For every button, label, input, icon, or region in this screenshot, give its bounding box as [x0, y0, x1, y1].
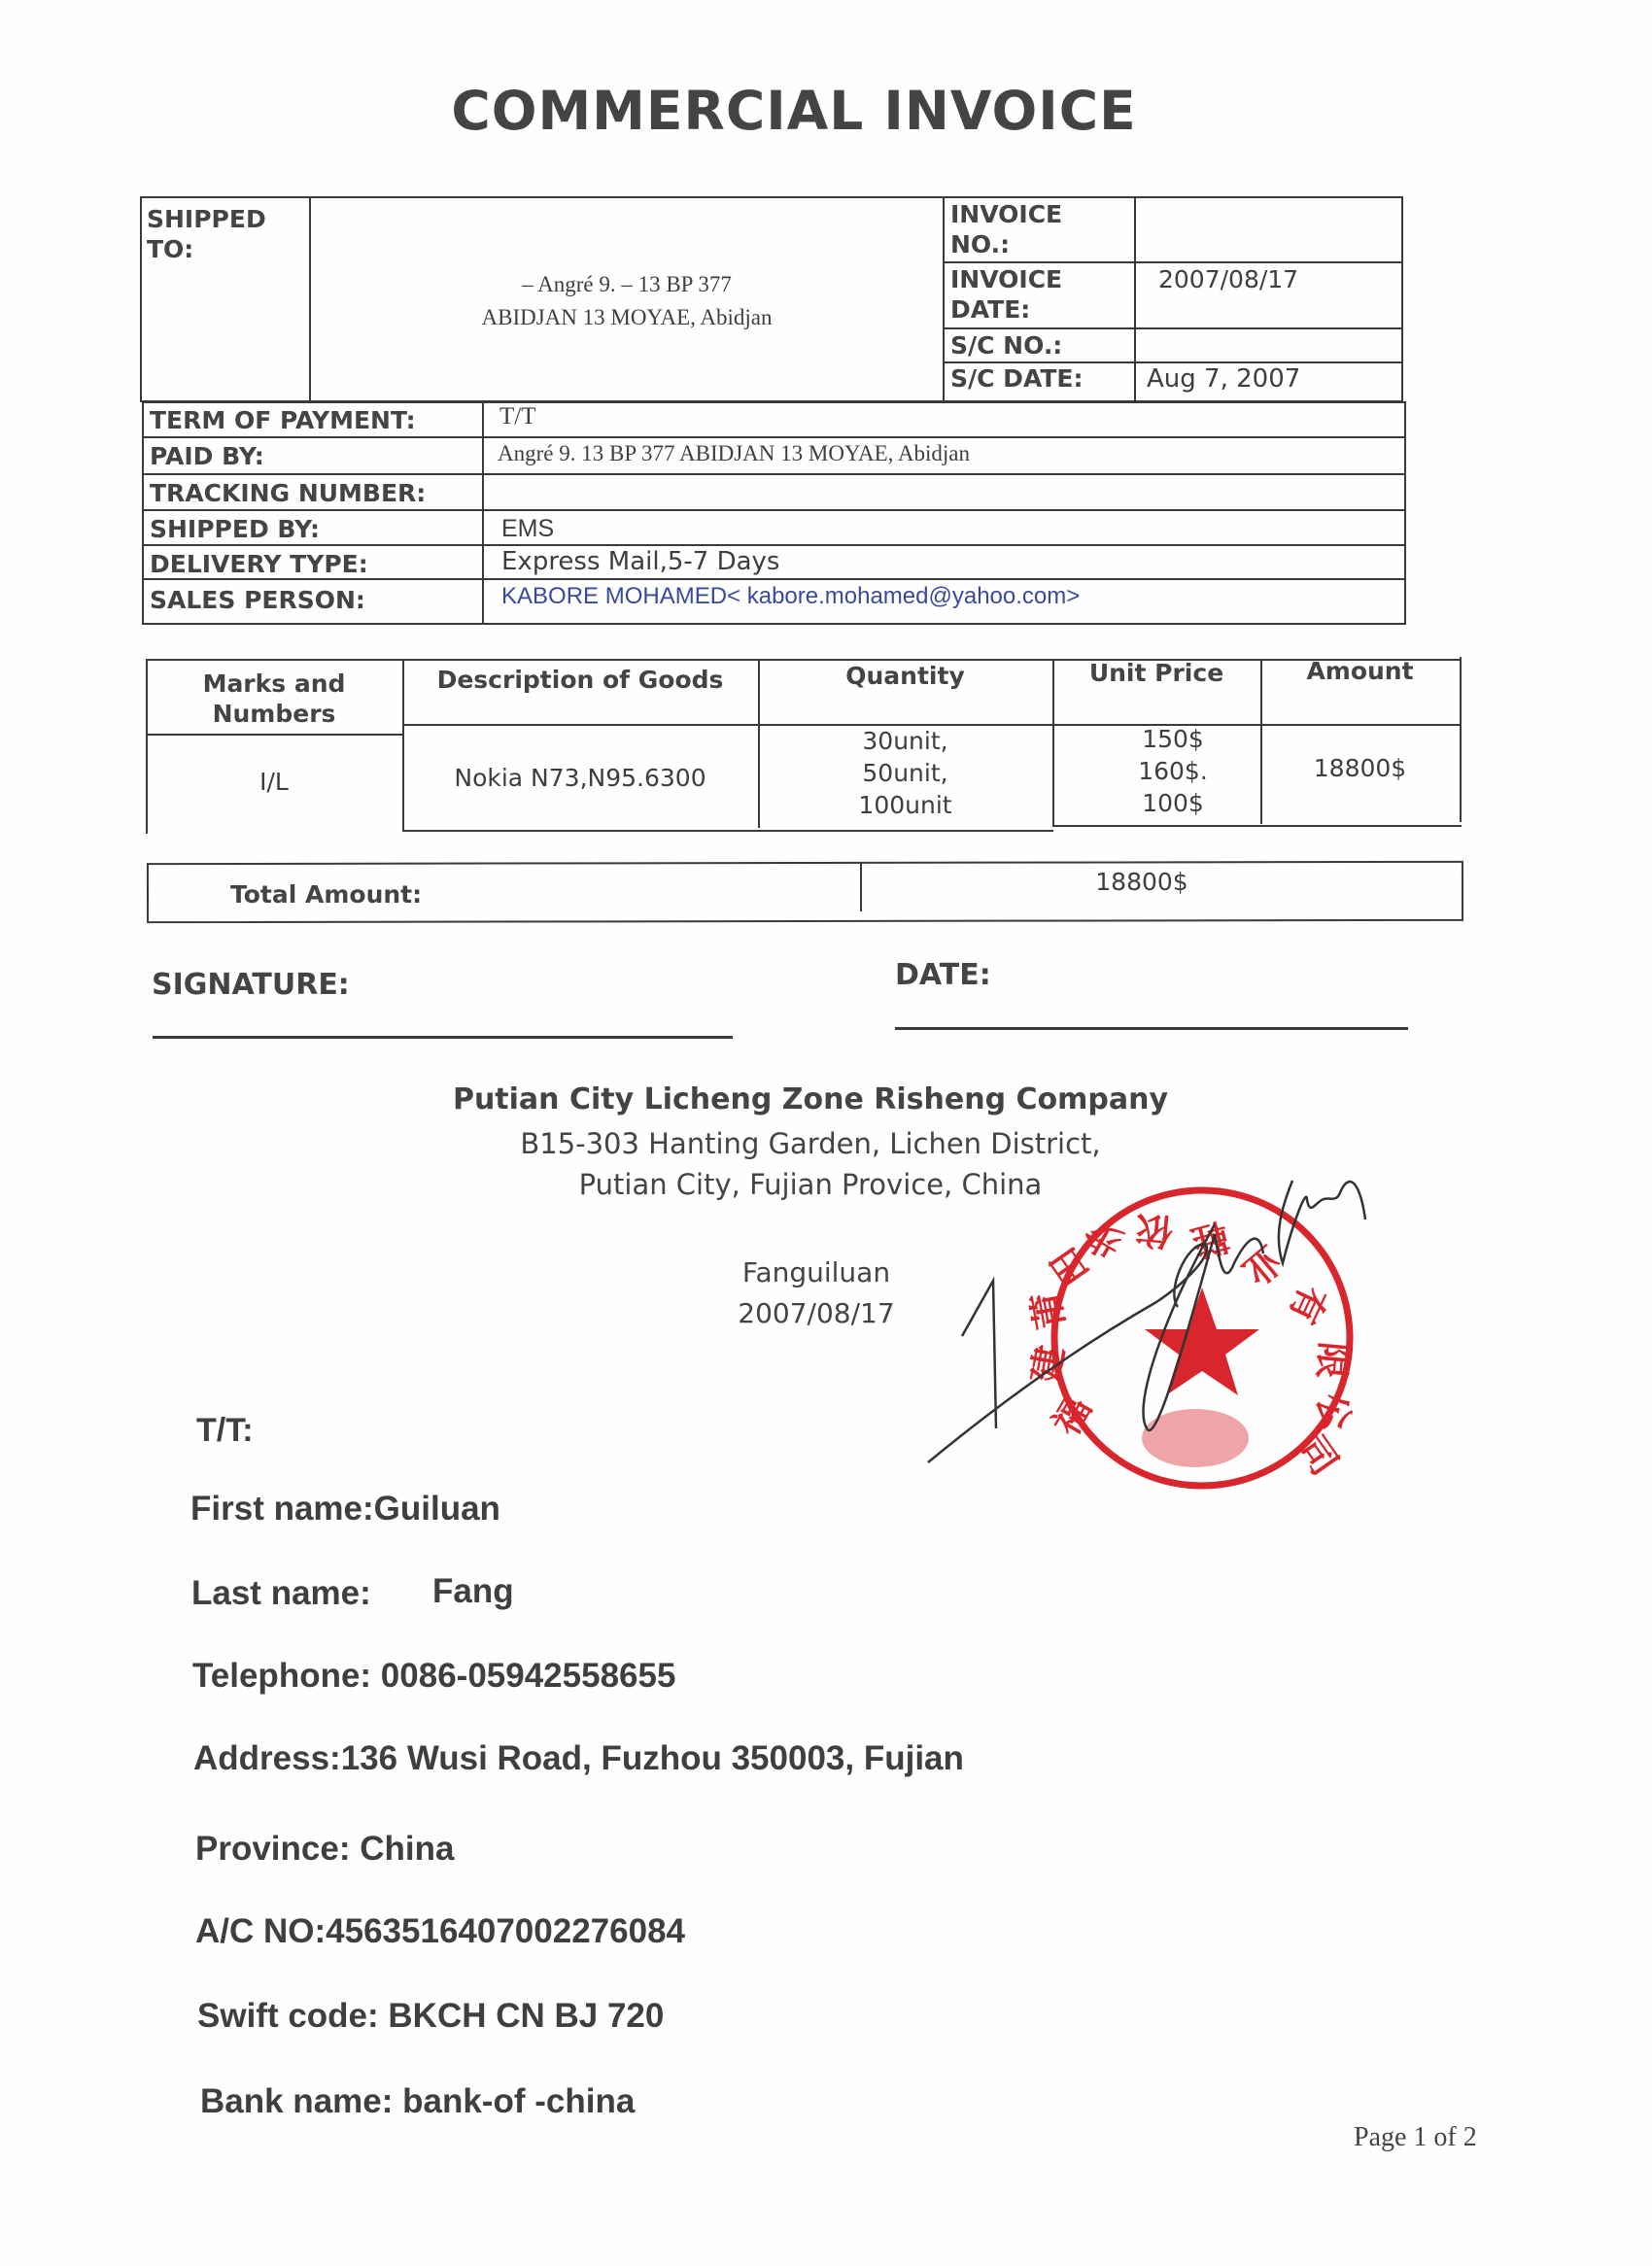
- telephone: Telephone: 0086-05942558655: [192, 1657, 676, 1695]
- invoice-no-label-line2: NO.:: [950, 230, 1011, 258]
- paid-by-value: Angré 9. 13 BP 377 ABIDJAN 13 MOYAE, Abidjan: [498, 441, 970, 465]
- col-header-unit-price: Unit Price: [1088, 659, 1224, 687]
- last-name-value: Fang: [432, 1572, 514, 1610]
- quantity-line: 100unit: [858, 791, 952, 819]
- shipped-to-address-line1: – Angré 9. – 13 BP 377: [522, 272, 732, 296]
- cell-marks: I/L: [259, 768, 289, 796]
- svg-text:司: 司: [1290, 1427, 1347, 1484]
- page-indicator: Page 1 of 2: [1354, 2122, 1477, 2152]
- paid-by-label: PAID BY:: [150, 442, 264, 470]
- account-number: A/C NO:4563516407002276084: [195, 1912, 685, 1950]
- divider: [860, 863, 862, 911]
- delivery-type-label: DELIVERY TYPE:: [150, 550, 368, 578]
- col-header-description: Description of Goods: [436, 666, 724, 694]
- unit-price-line: 150$: [1142, 725, 1204, 753]
- address: Address:136 Wusi Road, Fuzhou 350003, Fujian: [193, 1739, 964, 1777]
- divider: [1460, 657, 1462, 822]
- shipped-to-label-line2: TO:: [147, 235, 194, 263]
- invoice-no-label-line1: INVOICE: [950, 200, 1063, 228]
- province: Province: China: [195, 1830, 455, 1868]
- total-label: Total Amount:: [230, 880, 423, 909]
- tracking-number-label: TRACKING NUMBER:: [150, 479, 427, 507]
- shipped-to-address: [311, 268, 943, 334]
- stamp-star-icon: [1145, 1288, 1259, 1395]
- unit-price-line: 160$.: [1138, 757, 1208, 785]
- col-header-amount: Amount: [1306, 657, 1414, 685]
- sc-no-label: S/C NO.:: [950, 331, 1063, 360]
- term-of-payment-value: T/T: [499, 403, 536, 429]
- company-address-line2: Putian City, Fujian Provice, China: [578, 1168, 1043, 1201]
- divider: [402, 830, 1053, 832]
- divider: [1134, 196, 1136, 402]
- svg-text:鞋: 鞋: [1186, 1214, 1234, 1265]
- tt-heading: T/T:: [196, 1412, 254, 1449]
- col-header-quantity: Quantity: [845, 662, 965, 690]
- sc-date-value: Aug 7, 2007: [1147, 364, 1301, 394]
- shipped-to-address-line2: ABIDJAN 13 MOYAE, Abidjan: [481, 305, 773, 329]
- svg-text:莆: 莆: [1023, 1288, 1073, 1333]
- svg-text:公: 公: [1308, 1388, 1359, 1436]
- total-value: 18800$: [1095, 868, 1188, 896]
- date-label: DATE:: [895, 958, 991, 992]
- svg-text:步: 步: [1076, 1211, 1130, 1267]
- invoice-no-label: [950, 199, 1062, 259]
- col-header-marks-line2: Numbers: [212, 700, 336, 728]
- quantity-line: 30unit,: [862, 727, 948, 755]
- quantity-line: 50unit,: [862, 759, 948, 787]
- company-address-line1: B15-303 Hanting Garden, Lichen District,: [520, 1127, 1101, 1160]
- cell-quantity: [758, 725, 1052, 821]
- sales-person-label: SALES PERSON:: [150, 586, 365, 614]
- bank-name: Bank name: bank-of -china: [200, 2082, 636, 2120]
- cell-description: Nokia N73,N95.6300: [454, 764, 706, 792]
- divider: [142, 544, 1406, 546]
- invoice-date-label-line1: INVOICE: [950, 265, 1063, 293]
- divider: [146, 734, 402, 736]
- last-name-label: Last name:: [191, 1574, 371, 1612]
- invoice-date-value: 2007/08/17: [1158, 265, 1299, 293]
- svg-text:建: 建: [1023, 1342, 1073, 1387]
- svg-text:福: 福: [1044, 1389, 1100, 1443]
- cell-amount: 18800$: [1313, 754, 1407, 782]
- shipped-to-label-line1: SHIPPED: [147, 205, 266, 233]
- signature-label: SIGNATURE:: [152, 968, 350, 1002]
- company-stamp: [923, 1147, 1506, 1535]
- svg-text:田: 田: [1041, 1239, 1098, 1295]
- divider: [482, 401, 484, 625]
- divider: [943, 196, 945, 402]
- invoice-date-label: [950, 264, 1062, 325]
- divider: [943, 261, 1403, 263]
- cell-unit-price: [1069, 723, 1277, 819]
- divider: [142, 436, 1406, 438]
- divider: [142, 509, 1406, 511]
- svg-text:限: 限: [1309, 1340, 1356, 1381]
- delivery-type-value: Express Mail,5-7 Days: [501, 547, 780, 576]
- svg-text:依: 依: [1134, 1207, 1175, 1253]
- contact-date: 2007/08/17: [738, 1297, 895, 1329]
- col-header-marks-line1: Marks and: [202, 670, 346, 698]
- term-of-payment-label: TERM OF PAYMENT:: [150, 406, 416, 434]
- shipped-by-value: EMS: [501, 515, 555, 542]
- first-name: First name:Guiluan: [190, 1490, 500, 1528]
- svg-text:业: 业: [1234, 1237, 1291, 1294]
- divider: [142, 473, 1406, 475]
- signature-line: [153, 1036, 733, 1039]
- document-title: COMMERCIAL INVOICE: [451, 80, 1137, 142]
- sales-person-value: KABORE MOHAMED< kabore.mohamed@yahoo.com>: [501, 583, 1081, 609]
- shipped-to-label: [147, 204, 266, 264]
- invoice-date-label-line2: DATE:: [950, 295, 1031, 324]
- contact-name: Fanguiluan: [741, 1256, 891, 1288]
- unit-price-line: 100$: [1142, 789, 1204, 817]
- date-line: [895, 1027, 1408, 1030]
- sc-date-label: S/C DATE:: [950, 364, 1084, 393]
- svg-text:有: 有: [1280, 1279, 1335, 1331]
- swift-code: Swift code: BKCH CN BJ 720: [197, 1997, 665, 2035]
- col-header-marks: [146, 669, 402, 729]
- company-name: Putian City Licheng Zone Risheng Company: [452, 1082, 1169, 1116]
- shipped-by-label: SHIPPED BY:: [150, 515, 321, 543]
- divider: [1052, 825, 1462, 827]
- divider: [943, 327, 1403, 329]
